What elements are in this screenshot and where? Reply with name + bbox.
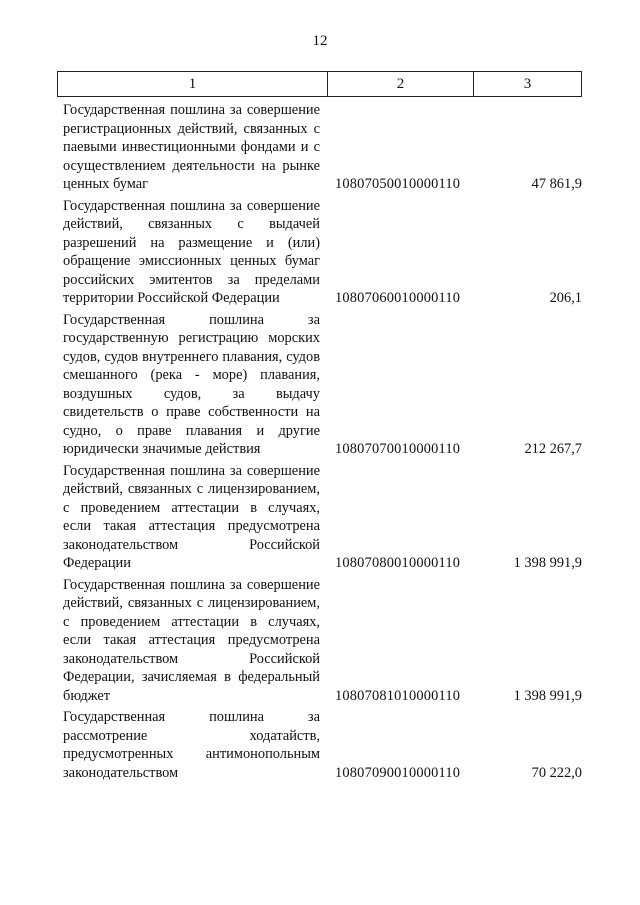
header-column-3: 3 [523,75,532,92]
page-number: 12 [312,33,328,49]
table-row [0,197,640,308]
table-row [0,311,640,459]
header-column-2: 2 [328,72,474,96]
row-description: Государственная пошлина за государственную регистрацию морских судов, судов внутреннего плавания, судов смешанного (река - море) плавания, воздушных судов, за выдачу свидетельств о праве собственности на судно, о праве плавания и другие юридически значимые действия [63,311,320,457]
row-amount: 47 861,9 [531,176,582,192]
row-description: Государственная пошлина за совершение регистрационных действий, связанных с паевыми инвестиционными фондами и с осуществлением деятельности на рынке ценных бумаг [63,102,320,192]
row-code: 10807081010000110 [335,687,461,704]
row-code: 10807050010000110 [335,176,461,192]
table-row [0,462,640,573]
row-code: 10807080010000110 [335,555,461,571]
header-column-1: 1 [58,72,328,96]
table-row [0,576,640,706]
row-description: Государственная пошлина за рассмотрение ходатайств, предусмотренных антимонопольным законодательством [63,709,320,781]
table-body [0,101,640,785]
table-row [0,708,640,782]
row-description: Государственная пошлина за совершение действий, связанных с выдачей разрешений на размещение и (или) обращение эмиссионных ценных бумаг российских эмитентов за пределами территории Российской Федерации [63,197,320,306]
row-amount: 1 398 991,9 [513,687,582,704]
row-amount: 212 267,7 [524,441,582,457]
row-code: 10807070010000110 [335,441,461,457]
row-description: Государственная пошлина за совершение действий, связанных с лицензированием, с проведением аттестации в случаях, если такая аттестация предусмотрена законодательством Российской Федерации [63,462,320,571]
row-amount: 70 222,0 [531,764,582,781]
row-code: 10807090010000110 [335,764,461,781]
row-code: 10807060010000110 [335,290,461,306]
table-header [57,71,582,97]
row-amount: 206,1 [549,290,582,306]
table-row [0,101,640,194]
row-amount: 1 398 991,9 [513,555,582,571]
row-description: Государственная пошлина за совершение действий, связанных с лицензированием, с проведением аттестации в случаях, если такая аттестация предусмотрена законодательством Российской Федерации, зачисляемая в федеральный бюджет [63,576,320,704]
